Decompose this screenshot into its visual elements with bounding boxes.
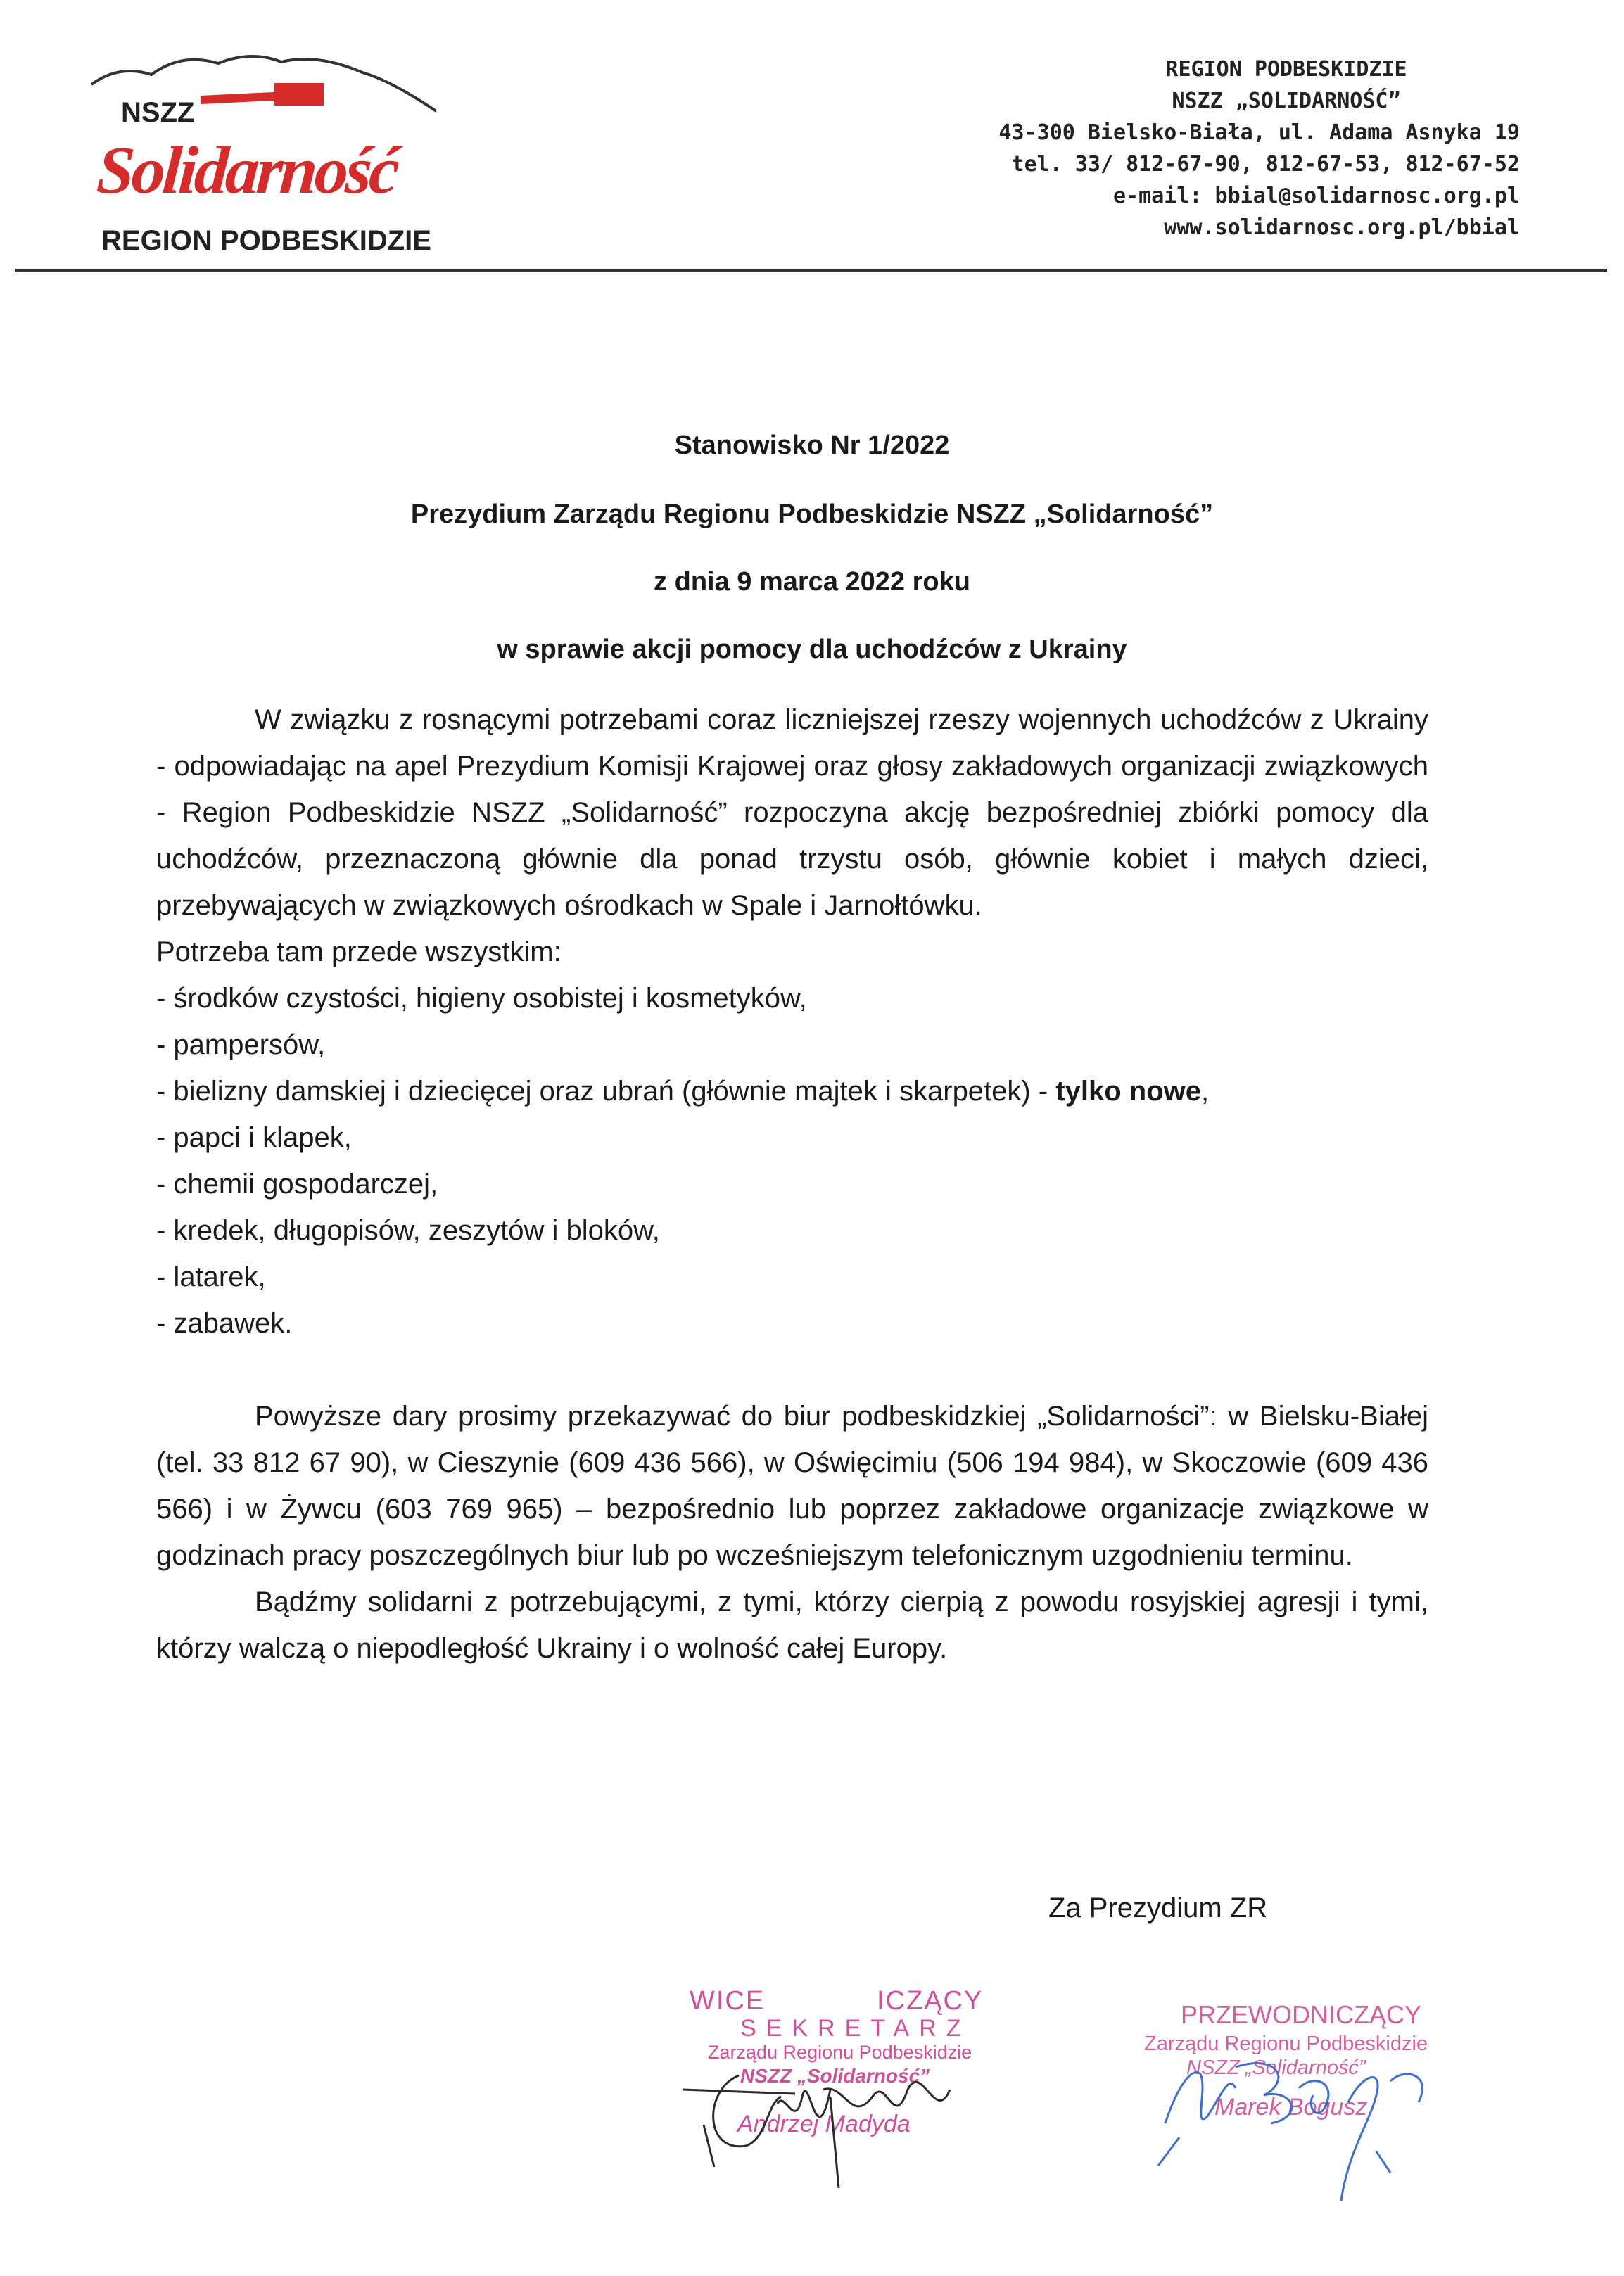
document-number: Stanowisko Nr 1/2022 [674,431,950,460]
issuing-body: Prezydium Zarządu Regionu Podbeskidzie NSZZ „Solidarność” [410,500,1214,529]
donations-paragraph: Powyższe dary prosimy przekazywać do biur podbeskidzkiej „Solidarności”: w Bielsku-Białej (tel. 33 812 67 90), w Cieszynie (609 436 566), w Oświęcimiu (506 194 984), w Skoczowie (609 436 566) i w Żywcu (603 769 965) – bezpośrednio lub poprzez zakładowe organizacje związkowe w godzinach pracy poszczególnych biur lub po wcześniejszym telefonicznym uzgodnieniu terminu. [156,1401,1428,1571]
closing-paragraph: Bądźmy solidarni z potrzebującymi, z tymi, którzy cierpią z powodu rosyjskiej agresji i tymi, którzy walczą o niepodległość Ukrainy i o wolność całej Europy. [156,1587,1428,1664]
logo-region: REGION PODBESKIDZIE [101,225,431,256]
svg-text:WICE: WICE [690,1986,766,2016]
contact-region: REGION PODBESKIDZIE [1165,57,1407,82]
emphasis-suffix: , [1200,1076,1210,1107]
list-item: - pampersów, [156,1029,326,1060]
svg-text:NSZZ „Solidarność”: NSZZ „Solidarność” [740,2065,930,2087]
document-subject: w sprawie akcji pomocy dla uchodźców z Ukrainy [497,635,1127,664]
spacer [156,1347,1428,1393]
document-body [156,697,1428,1672]
stamp-vice-chairman [661,1984,1027,2188]
list-item: - kredek, długopisów, zeszytów i bloków, [156,1215,660,1246]
list-item: - latarek, [156,1261,266,1292]
contact-website: www.solidarnosc.org.pl/bbial [1164,215,1520,240]
document-date: z dnia 9 marca 2022 roku [654,567,970,597]
contact-email: e-mail: bbial@solidarnosc.org.pl [1113,184,1520,208]
contact-address: 43-300 Bielsko-Biała, ul. Adama Asnyka 19 [998,120,1520,145]
list-item: - zabawek. [156,1308,293,1339]
header-divider [15,269,1607,272]
contact-union: NSZZ „SOLIDARNOŚĆ” [1172,89,1401,113]
svg-text:NSZZ „Solidarność”: NSZZ „Solidarność” [1186,2056,1366,2079]
needs-heading: Potrzeba tam przede wszystkim: [156,936,562,967]
logo-nszz: NSZZ [121,97,195,128]
list-item [156,1068,1428,1114]
list-item: - środków czystości, higieny osobistej i kosmetyków, [156,983,807,1014]
svg-text:Marek Bogusz: Marek Bogusz [1214,2094,1368,2121]
list-item-text: - bielizny damskiej i dziecięcej oraz ubrań (głównie majtek i skarpetek) - [156,1076,1056,1107]
signoff: Za Prezydium ZR [1048,1893,1268,1924]
svg-text:ICZĄCY: ICZĄCY [877,1986,984,2016]
contact-phone: tel. 33/ 812-67-90, 812-67-53, 812-67-52 [1011,152,1520,177]
svg-text:Zarządu Regionu Podbeskidzie: Zarządu Regionu Podbeskidzie [708,2042,972,2063]
svg-text:PRZEWODNICZĄCY: PRZEWODNICZĄCY [1181,2000,1421,2029]
list-item: - chemii gospodarczej, [156,1169,438,1200]
contact-block [887,53,1520,243]
svg-text:Zarządu Regionu Podbeskidzie: Zarządu Regionu Podbeskidzie [1144,2033,1428,2055]
list-item: - papci i klapek, [156,1122,352,1153]
needs-list [156,975,1428,1347]
stamp-chairman [1137,1997,1503,2208]
intro-paragraph: W związku z rosnącymi potrzebami coraz liczniejszej rzeszy wojennych uchodźców z Ukrainy - odpowiadając na apel Prezydium Komisji Krajowej oraz głosy zakładowych organizacji związkowych - Region Podbeskidzie NSZZ „Solidarność” rozpoczyna akcję bezpośredniej zbiórki pomocy dla uchodźców, przeznaczoną głównie dla ponad trzystu osób, głównie kobiet i małych dzieci, przebywających w związkowych ośrodkach w Spale i Jarnołtówku. [156,704,1428,921]
svg-text:SEKRETARZ: SEKRETARZ [740,2015,971,2042]
emphasis-new-only: tylko nowe [1055,1076,1201,1107]
solidarnosc-logo [84,41,450,256]
logo-wordmark: Solidarność [94,132,400,208]
svg-text:Andrzej Madyda: Andrzej Madyda [737,2111,911,2137]
